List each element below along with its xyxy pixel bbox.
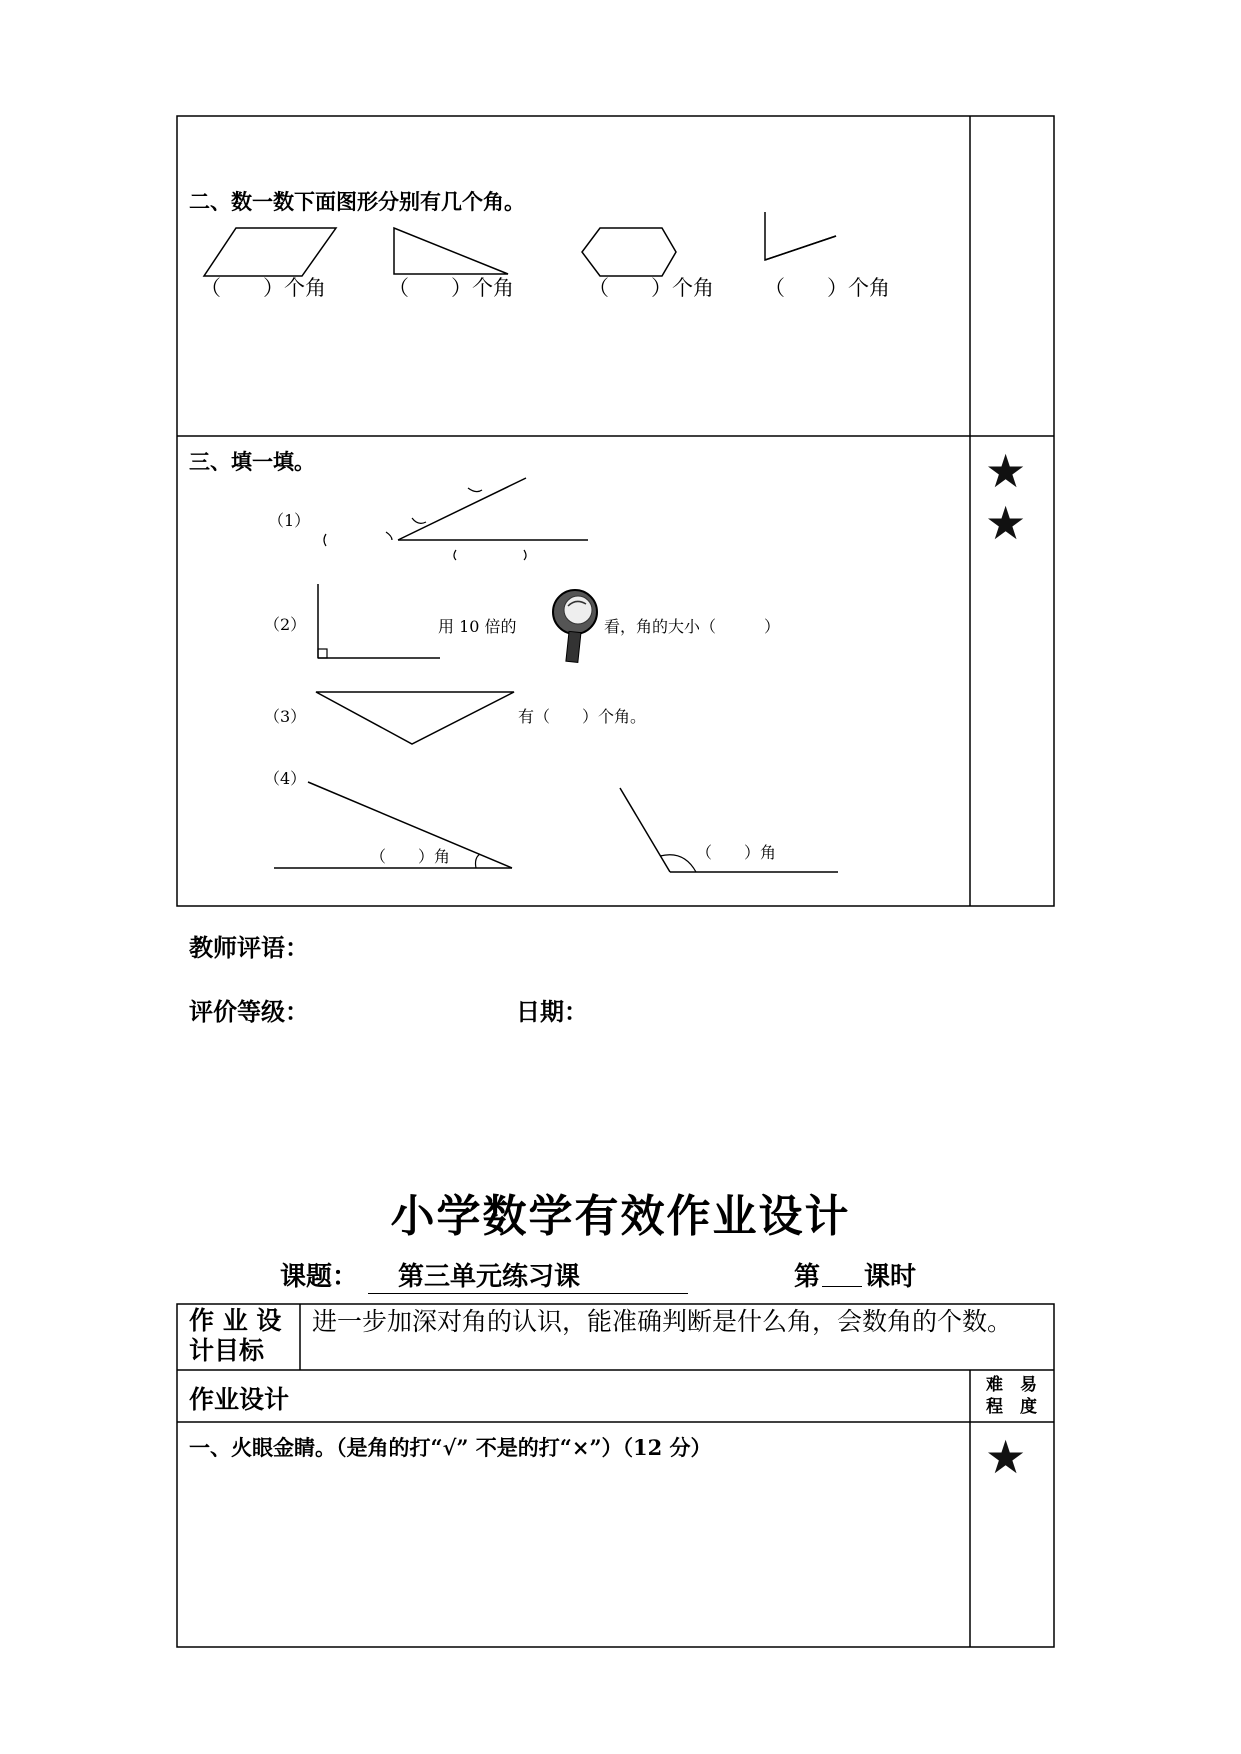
lesson-suffix: 课时 — [864, 1262, 917, 1292]
lesson-prefix: 第 — [794, 1262, 821, 1292]
grade-label: 评价等级： — [189, 997, 309, 1026]
page-title: 小学数学有效作业设计 — [390, 1191, 851, 1242]
answer-angle: （ ）个角 — [764, 276, 890, 300]
q3-label: （3） — [264, 707, 307, 726]
goal-text: 进一步加深对角的认识，能准确判断是什么角，会数角的个数。 — [312, 1307, 1013, 1336]
difficulty-star-icon: ★ — [985, 496, 1027, 550]
q2-text-b: 看，角的大小（ ） — [604, 617, 781, 636]
section-1-heading: 一、火眼金睛。（是角的打“√” 不是的打“×”）（12 分） — [189, 1435, 712, 1460]
topic-value: 第三单元练习课 — [368, 1256, 688, 1294]
difficulty-header-line2: 程 度 — [986, 1397, 1037, 1417]
q4-label: （4） — [264, 769, 307, 788]
difficulty-header — [986, 1374, 1037, 1418]
goal-label-line2: 计目标 — [189, 1336, 265, 1365]
q3-text: 有（ ）个角。 — [518, 707, 647, 726]
design-label: 作业设计 — [189, 1385, 290, 1414]
date-label: 日期： — [516, 997, 588, 1026]
answer-triangle: （ ）个角 — [388, 276, 514, 300]
q1-label: （1） — [268, 511, 311, 530]
q2-label: （2） — [264, 615, 307, 634]
difficulty-star-icon: ★ — [985, 1430, 1027, 1484]
answer-parallelogram: （ ）个角 — [200, 276, 326, 300]
q4-left-answer: （ ）角 — [370, 847, 451, 866]
goal-label — [189, 1306, 281, 1366]
section-2-heading: 二、数一数下面图形分别有几个角。 — [189, 189, 525, 214]
q4-right-answer: （ ）角 — [696, 843, 777, 862]
teacher-comment-label: 教师评语： — [189, 933, 309, 962]
difficulty-header-line1: 难 易 — [986, 1375, 1037, 1395]
answer-hexagon: （ ）个角 — [588, 276, 714, 300]
q2-text-a: 用 10 倍的 — [438, 617, 517, 636]
difficulty-star-icon: ★ — [985, 444, 1027, 498]
topic-label: 课题： — [280, 1262, 359, 1292]
goal-label-line1: 作 业 设 — [189, 1306, 282, 1335]
section-3-heading: 三、填一填。 — [189, 449, 315, 474]
